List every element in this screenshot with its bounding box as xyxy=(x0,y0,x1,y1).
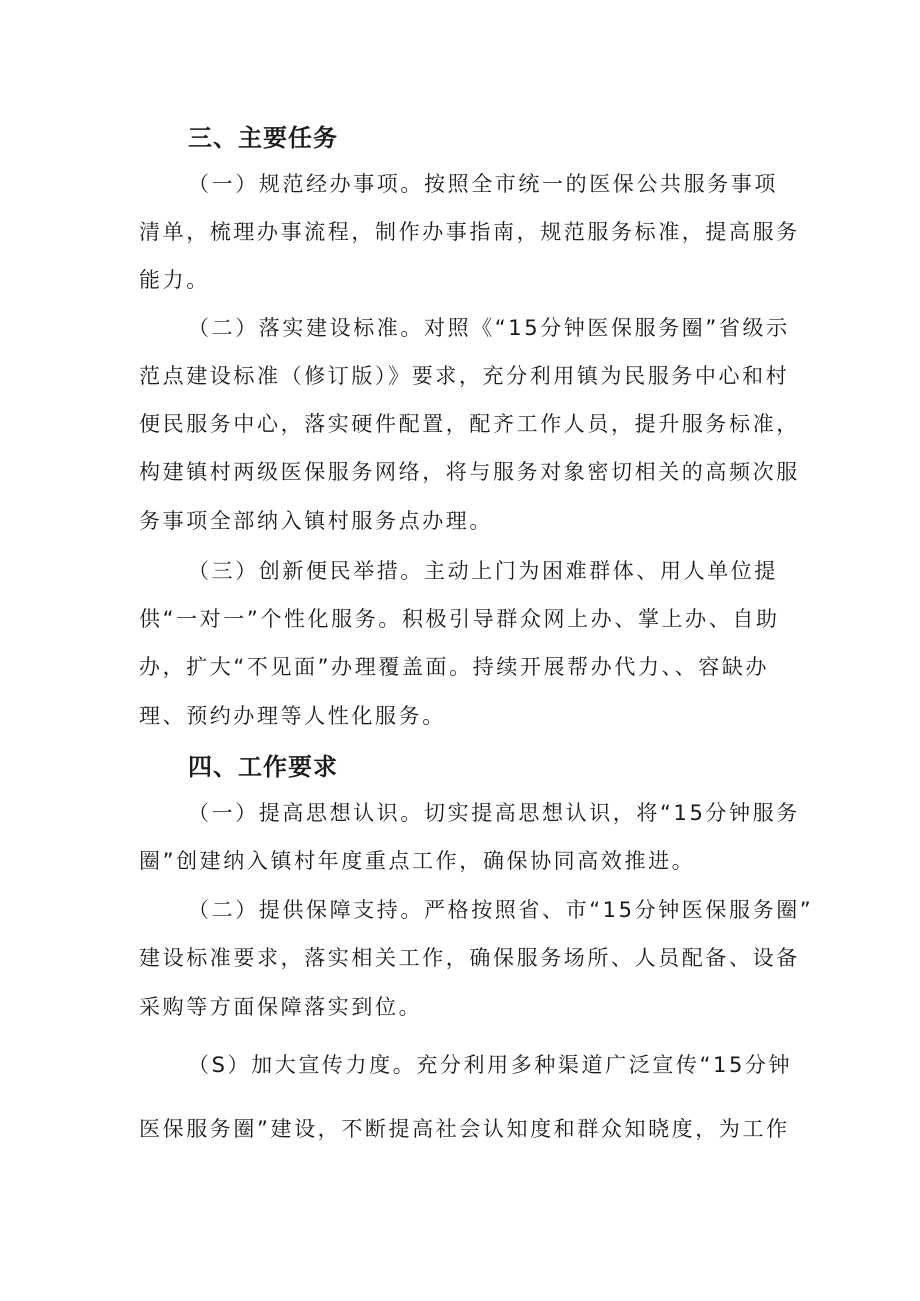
paragraph-line: （一）规范经办事项。按照全市统一的医保公共服务事项 xyxy=(188,172,778,196)
paragraph-line: 圈”创建纳入镇村年度重点工作，确保协同高效推进。 xyxy=(139,849,696,873)
paragraph-line: （二）落实建设标准。对照《“15分钟医保服务圈”省级示 xyxy=(188,316,790,340)
paragraph-line: （S）加大宣传力度。充分利用多种渠道广泛宣传“15分钟 xyxy=(188,1053,793,1077)
paragraph-line: 便民服务中心，落实硬件配置，配齐工作人员，提升服务标准， xyxy=(139,412,800,436)
paragraph-line: 务事项全部纳入镇村服务点办理。 xyxy=(139,509,493,533)
section-heading-work-requirements: 四、工作要求 xyxy=(188,753,338,781)
paragraph-line: （三）创新便民举措。主动上门为困难群体、用人单位提 xyxy=(188,559,778,583)
section-heading-main-tasks: 三、主要任务 xyxy=(188,124,338,152)
paragraph-line: 供“一对一”个性化服务。积极引导群众网上办、掌上办、自助 xyxy=(139,607,780,631)
paragraph-line: 建设标准要求，落实相关工作，确保服务场所、人员配备、设备 xyxy=(139,946,800,970)
paragraph-line: 能力。 xyxy=(139,268,210,292)
paragraph-line: 理、预约办理等人性化服务。 xyxy=(139,704,446,728)
paragraph-line: 范点建设标准（修订版）》要求，充分利用镇为民服务中心和村 xyxy=(139,364,790,388)
paragraph-line: 采购等方面保障落实到位。 xyxy=(139,995,423,1019)
paragraph-line: （二）提供保障支持。严格按照省、市“15分钟医保服务圈” xyxy=(188,898,814,922)
paragraph-line: 办，扩大“不见面”办理覆盖面。持续开展帮办代力、、容缺办 xyxy=(139,655,770,679)
paragraph-line: 医保服务圈”建设，不断提高社会认知度和群众知晓度，为工作 xyxy=(139,1117,790,1141)
paragraph-line: 清单，梳理办事流程，制作办事指南，规范服务标准，提高服务 xyxy=(139,220,800,244)
paragraph-line: （一）提高思想认识。切实提高思想认识，将“15分钟服务 xyxy=(188,801,800,825)
paragraph-line: 构建镇村两级医保服务网络，将与服务对象密切相关的高频次服 xyxy=(139,460,800,484)
